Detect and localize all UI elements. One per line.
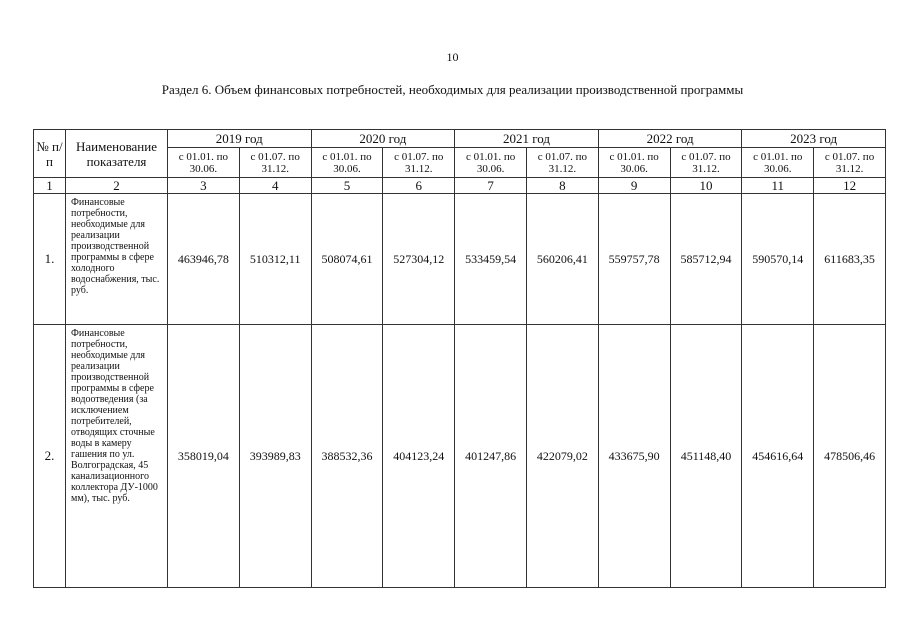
column-index: 4 [239, 178, 311, 194]
row-number: 1. [34, 194, 66, 325]
header-period: с 01.07. по 31.12. [670, 148, 742, 178]
header-period: с 01.07. по 31.12. [239, 148, 311, 178]
header-year: 2019 год [168, 130, 312, 148]
header-period: с 01.07. по 31.12. [383, 148, 455, 178]
header-period: с 01.01. по 30.06. [598, 148, 670, 178]
row-number: 2. [34, 325, 66, 588]
column-index: 1 [34, 178, 66, 194]
page-number: 10 [446, 50, 459, 64]
section-title: Раздел 6. Объем финансовых потребностей, необходимых для реализации производственной программы [161, 82, 744, 97]
row-value: 559757,78 [598, 194, 670, 325]
financial-needs-table [33, 129, 886, 588]
row-value: 463946,78 [168, 194, 240, 325]
row-value: 533459,54 [455, 194, 527, 325]
row-value: 527304,12 [383, 194, 455, 325]
column-index: 10 [670, 178, 742, 194]
header-row-indices [34, 178, 886, 194]
column-index: 5 [311, 178, 383, 194]
row-value: 611683,35 [814, 194, 886, 325]
row-indicator-name: Финансовые потребности, необходимые для реализации производственной программы в сфере холодного водоснабжения, тыс. руб. [66, 194, 168, 325]
row-value: 433675,90 [598, 325, 670, 588]
column-index: 3 [168, 178, 240, 194]
row-indicator-name: Финансовые потребности, необходимые для реализации производственной программы в сфере водоотведения (за исключением потребителей, отводящих сточные воды в камеру гашения по ул. Волгоградская, 45 канализационного коллектора ДУ-1000 мм), тыс. руб. [66, 325, 168, 588]
header-year: 2020 год [311, 130, 455, 148]
row-value: 585712,94 [670, 194, 742, 325]
header-row-years [34, 130, 886, 148]
column-index: 12 [814, 178, 886, 194]
row-value: 590570,14 [742, 194, 814, 325]
row-value: 358019,04 [168, 325, 240, 588]
row-value: 478506,46 [814, 325, 886, 588]
row-value: 401247,86 [455, 325, 527, 588]
column-index: 2 [66, 178, 168, 194]
header-period: с 01.07. по 31.12. [814, 148, 886, 178]
header-period: с 01.07. по 31.12. [526, 148, 598, 178]
column-index: 7 [455, 178, 527, 194]
header-year: 2022 год [598, 130, 742, 148]
header-year: 2021 год [455, 130, 599, 148]
header-period: с 01.01. по 30.06. [311, 148, 383, 178]
header-num: № п/п [34, 130, 66, 178]
row-value: 422079,02 [526, 325, 598, 588]
row-value: 393989,83 [239, 325, 311, 588]
header-period: с 01.01. по 30.06. [455, 148, 527, 178]
column-index: 6 [383, 178, 455, 194]
row-value: 404123,24 [383, 325, 455, 588]
row-value: 388532,36 [311, 325, 383, 588]
header-period: с 01.01. по 30.06. [742, 148, 814, 178]
column-index: 11 [742, 178, 814, 194]
row-value: 508074,61 [311, 194, 383, 325]
header-name: Наименование показателя [66, 130, 168, 178]
table-row [34, 194, 886, 325]
header-period: с 01.01. по 30.06. [168, 148, 240, 178]
table-row [34, 325, 886, 588]
header-year: 2023 год [742, 130, 886, 148]
row-value: 454616,64 [742, 325, 814, 588]
row-value: 451148,40 [670, 325, 742, 588]
row-value: 560206,41 [526, 194, 598, 325]
row-value: 510312,11 [239, 194, 311, 325]
column-index: 8 [526, 178, 598, 194]
column-index: 9 [598, 178, 670, 194]
